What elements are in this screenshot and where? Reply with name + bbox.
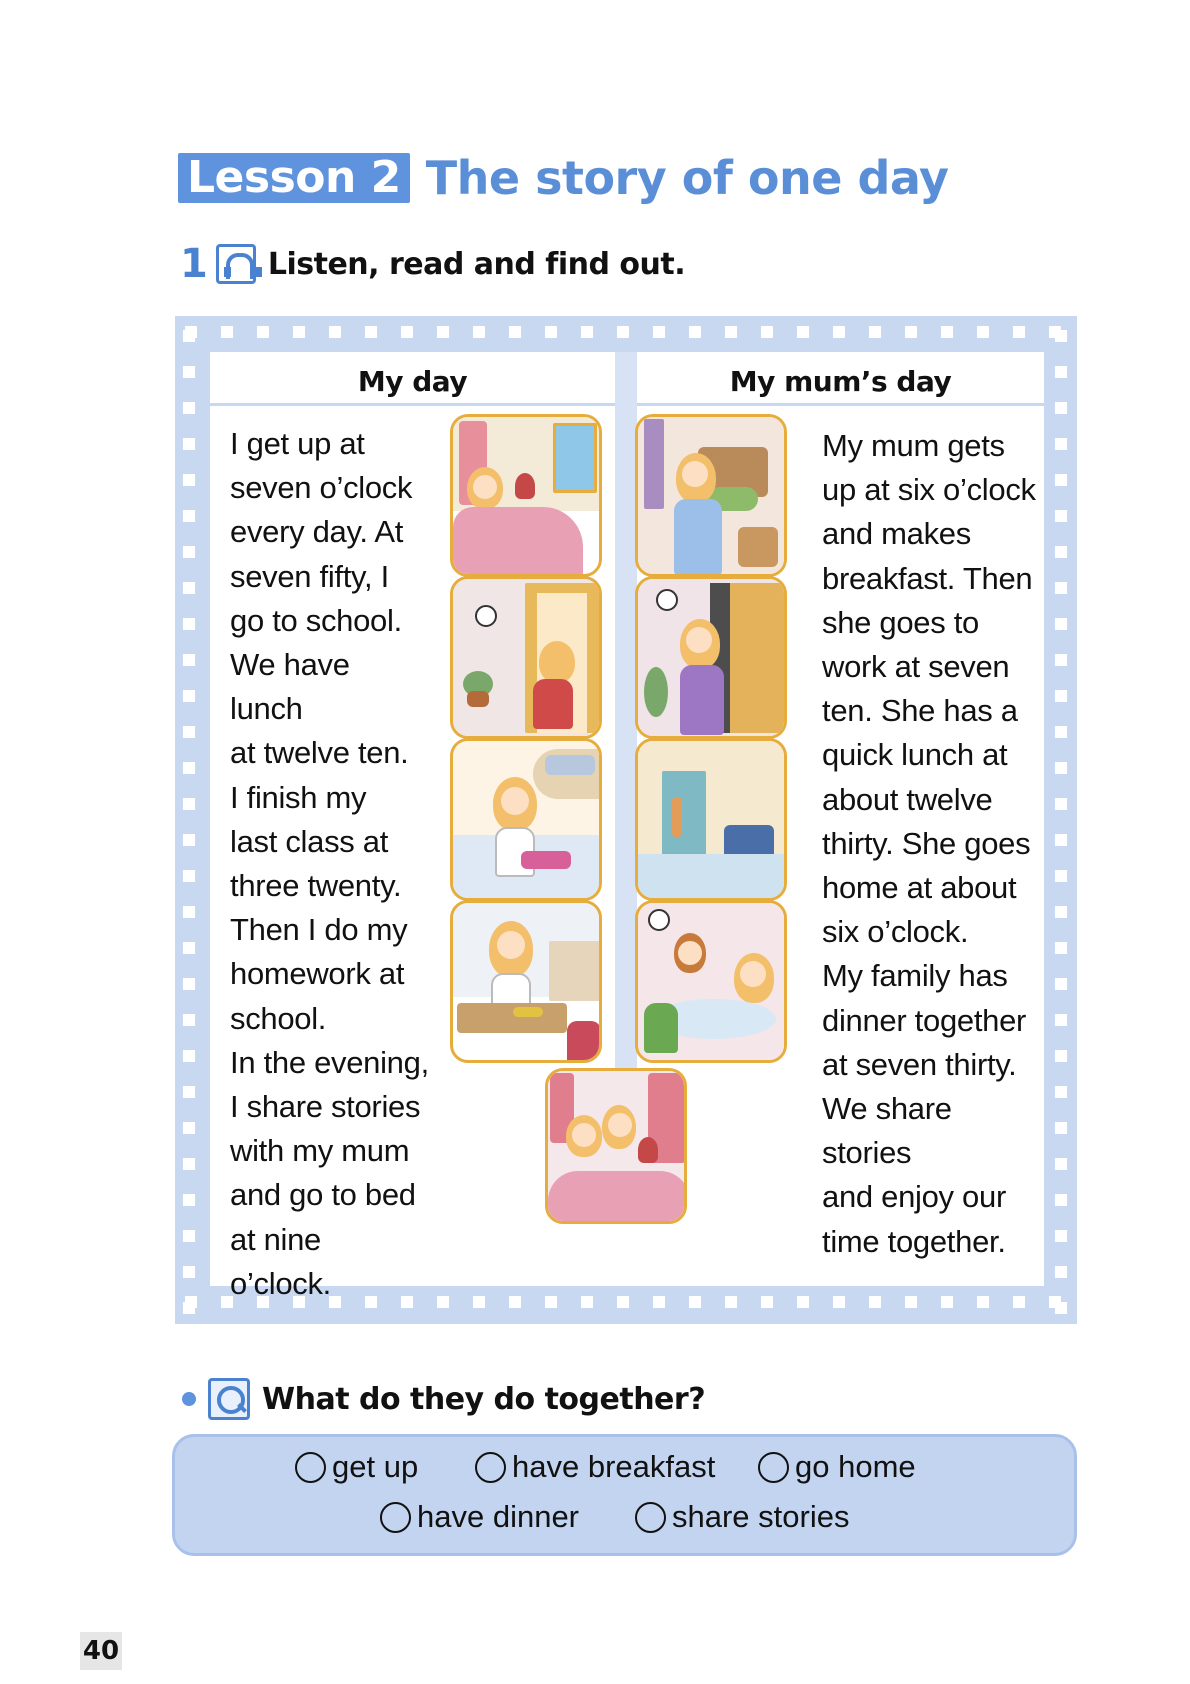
question-row [182,1377,705,1421]
question-text: What do they do together? [262,1381,706,1417]
mums-day-story [822,424,1044,1264]
picture-mum-going-to-work [635,576,787,739]
story-line: up at six o’clock [822,472,1036,508]
lesson-tag: Lesson 2 [178,153,410,203]
option-have-breakfast[interactable] [475,1449,715,1485]
story-line: I finish my [230,779,367,815]
picture-girl-going-to-school [450,576,602,739]
story-line: school. [230,1000,327,1036]
story-line: and makes [822,516,971,552]
page-number: 40 [80,1632,122,1670]
story-line: at seven thirty. [822,1046,1017,1082]
story-line: thirty. She goes [822,825,1031,861]
story-panel [210,352,1044,1301]
story-line: I share stories [230,1089,421,1125]
option-go-home[interactable] [758,1449,916,1485]
story-line: ten. She has a [822,693,1018,729]
story-line: at nine o’clock. [230,1221,331,1301]
option-circle[interactable] [635,1502,666,1533]
story-line: at twelve ten. [230,735,409,771]
picture-family-dinner [635,900,787,1063]
story-line: In the evening, [230,1044,429,1080]
story-line: she goes to [822,604,979,640]
story-line: about twelve [822,781,993,817]
story-line: quick lunch at [822,737,1008,773]
story-line: six o’clock. [822,914,969,950]
my-day-story [230,422,430,1306]
story-line: home at about [822,870,1017,906]
story-line: every day. At [230,514,404,550]
answer-options-box [172,1434,1077,1556]
option-get-up[interactable] [295,1449,418,1485]
story-line: My mum gets [822,428,1005,463]
lesson-header [178,150,948,206]
picture-girl-doing-homework [450,900,602,1063]
option-label: get up [332,1449,419,1484]
option-label: have breakfast [512,1449,716,1484]
option-share-stories[interactable] [635,1499,849,1535]
activity-instruction-text: Listen, read and find out. [267,246,686,282]
story-line: three twenty. [230,868,402,904]
headphones-icon[interactable] [216,244,256,284]
activity-1-instruction [180,243,685,285]
option-circle[interactable] [475,1452,506,1483]
story-line: last class at [230,823,389,859]
story-line: with my mum [230,1133,410,1169]
story-line: We share stories [822,1091,952,1171]
option-circle[interactable] [295,1452,326,1483]
option-have-dinner[interactable] [380,1499,579,1535]
picture-mum-getting-up [635,414,787,577]
option-circle[interactable] [758,1452,789,1483]
story-line: Then I do my [230,912,408,948]
picture-girl-having-lunch [450,738,602,901]
my-day-heading: My day [210,358,615,406]
story-film-frame [175,316,1077,1324]
story-line: dinner together [822,1002,1027,1038]
story-line: homework at [230,956,405,992]
option-label: have dinner [417,1499,580,1534]
story-line: We have lunch [230,647,350,727]
picture-sharing-stories [545,1068,687,1224]
option-label: share stories [672,1499,850,1534]
column-divider [615,352,637,1092]
option-circle[interactable] [380,1502,411,1533]
story-line: go to school. [230,602,402,638]
bullet-dot [182,1392,196,1406]
story-line: and enjoy our [822,1179,1006,1215]
lesson-title: The story of one day [425,151,949,205]
mums-day-heading: My mum’s day [637,358,1044,406]
story-line: work at seven [822,649,1010,685]
option-label: go home [795,1449,916,1484]
search-icon [208,1378,250,1420]
story-line: breakfast. Then [822,560,1033,596]
story-line: and go to bed [230,1177,416,1213]
picture-mum-office [635,738,787,901]
story-line: My family has [822,958,1008,994]
activity-number: 1 [180,241,208,287]
story-line: time together. [822,1223,1006,1259]
story-line: seven fifty, I [230,558,389,594]
picture-girl-waking-up [450,414,602,577]
story-line: I get up at [230,426,365,461]
story-line: seven o’clock [230,470,413,506]
